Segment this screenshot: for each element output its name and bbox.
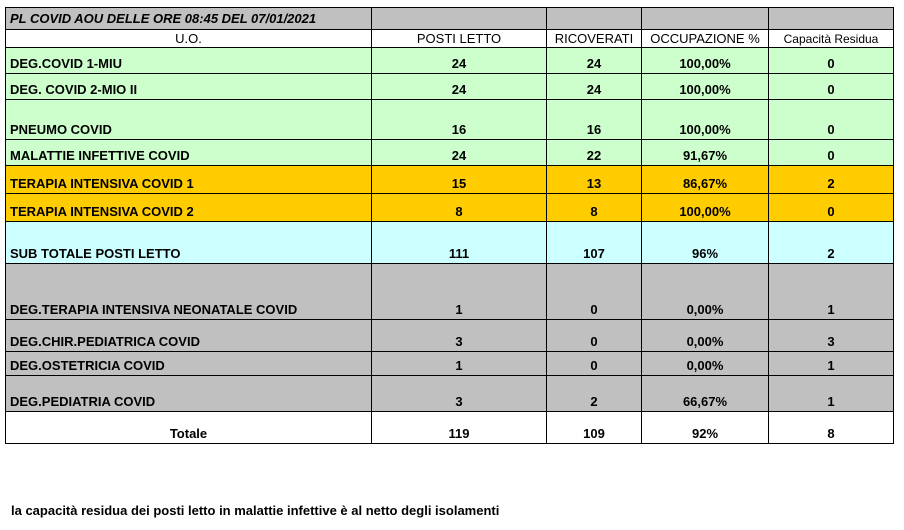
cell-capacita: 0 bbox=[769, 194, 894, 222]
cell-totale-posti: 119 bbox=[372, 412, 547, 444]
cell-uo: TERAPIA INTENSIVA COVID 2 bbox=[6, 194, 372, 222]
cell-capacita: 3 bbox=[769, 320, 894, 352]
cell-occupazione: 86,67% bbox=[642, 166, 769, 194]
cell-capacita: 1 bbox=[769, 264, 894, 320]
cell-capacita: 2 bbox=[769, 222, 894, 264]
table-row bbox=[6, 194, 894, 222]
cell-capacita: 1 bbox=[769, 352, 894, 376]
cell-posti-letto: 8 bbox=[372, 194, 547, 222]
title-filler bbox=[769, 8, 894, 30]
cell-uo: DEG. COVID 2-MIO II bbox=[6, 74, 372, 100]
cell-uo: DEG.COVID 1-MIU bbox=[6, 48, 372, 74]
cell-capacita: 0 bbox=[769, 140, 894, 166]
title-filler bbox=[547, 8, 642, 30]
cell-ricoverati: 107 bbox=[547, 222, 642, 264]
cell-ricoverati: 16 bbox=[547, 100, 642, 140]
header-capacita: Capacità Residua bbox=[769, 30, 894, 48]
cell-occupazione: 0,00% bbox=[642, 264, 769, 320]
title-row bbox=[6, 8, 894, 30]
cell-posti-letto: 15 bbox=[372, 166, 547, 194]
table-row bbox=[6, 222, 894, 264]
header-ricoverati: RICOVERATI bbox=[547, 30, 642, 48]
header-uo: U.O. bbox=[6, 30, 372, 48]
cell-ricoverati: 13 bbox=[547, 166, 642, 194]
cell-ricoverati: 8 bbox=[547, 194, 642, 222]
table-row bbox=[6, 166, 894, 194]
cell-capacita: 0 bbox=[769, 48, 894, 74]
cell-uo: DEG.CHIR.PEDIATRICA COVID bbox=[6, 320, 372, 352]
cell-posti-letto: 24 bbox=[372, 74, 547, 100]
header-occupazione: OCCUPAZIONE % bbox=[642, 30, 769, 48]
table-row bbox=[6, 376, 894, 412]
header-row bbox=[6, 30, 894, 48]
cell-ricoverati: 22 bbox=[547, 140, 642, 166]
cell-occupazione: 66,67% bbox=[642, 376, 769, 412]
cell-uo: DEG.OSTETRICIA COVID bbox=[6, 352, 372, 376]
cell-uo: SUB TOTALE POSTI LETTO bbox=[6, 222, 372, 264]
cell-capacita: 0 bbox=[769, 74, 894, 100]
cell-occupazione: 91,67% bbox=[642, 140, 769, 166]
cell-posti-letto: 3 bbox=[372, 376, 547, 412]
title-filler bbox=[642, 8, 769, 30]
table-row bbox=[6, 48, 894, 74]
header-posti-letto: POSTI LETTO bbox=[372, 30, 547, 48]
cell-ricoverati: 0 bbox=[547, 264, 642, 320]
cell-uo: PNEUMO COVID bbox=[6, 100, 372, 140]
cell-posti-letto: 24 bbox=[372, 140, 547, 166]
cell-occupazione: 100,00% bbox=[642, 194, 769, 222]
table-row bbox=[6, 320, 894, 352]
table-row bbox=[6, 140, 894, 166]
cell-posti-letto: 1 bbox=[372, 352, 547, 376]
cell-posti-letto: 24 bbox=[372, 48, 547, 74]
cell-capacita: 1 bbox=[769, 376, 894, 412]
cell-totale-ricoverati: 109 bbox=[547, 412, 642, 444]
table-row bbox=[6, 264, 894, 320]
cell-uo: MALATTIE INFETTIVE COVID bbox=[6, 140, 372, 166]
cell-totale-occupazione: 92% bbox=[642, 412, 769, 444]
cell-capacita: 2 bbox=[769, 166, 894, 194]
cell-ricoverati: 2 bbox=[547, 376, 642, 412]
cell-ricoverati: 24 bbox=[547, 48, 642, 74]
cell-occupazione: 96% bbox=[642, 222, 769, 264]
table-row bbox=[6, 74, 894, 100]
cell-posti-letto: 16 bbox=[372, 100, 547, 140]
title-filler bbox=[372, 8, 547, 30]
cell-posti-letto: 3 bbox=[372, 320, 547, 352]
cell-posti-letto: 111 bbox=[372, 222, 547, 264]
cell-totale-label: Totale bbox=[6, 412, 372, 444]
cell-capacita: 0 bbox=[769, 100, 894, 140]
cell-occupazione: 0,00% bbox=[642, 320, 769, 352]
cell-occupazione: 100,00% bbox=[642, 74, 769, 100]
cell-totale-capacita: 8 bbox=[769, 412, 894, 444]
cell-uo: DEG.TERAPIA INTENSIVA NEONATALE COVID bbox=[6, 264, 372, 320]
cell-uo: TERAPIA INTENSIVA COVID 1 bbox=[6, 166, 372, 194]
cell-uo: DEG.PEDIATRIA COVID bbox=[6, 376, 372, 412]
totale-row bbox=[6, 412, 894, 444]
table-row bbox=[6, 352, 894, 376]
cell-ricoverati: 0 bbox=[547, 352, 642, 376]
cell-occupazione: 0,00% bbox=[642, 352, 769, 376]
cell-ricoverati: 24 bbox=[547, 74, 642, 100]
cell-occupazione: 100,00% bbox=[642, 100, 769, 140]
cell-occupazione: 100,00% bbox=[642, 48, 769, 74]
cell-ricoverati: 0 bbox=[547, 320, 642, 352]
cell-posti-letto: 1 bbox=[372, 264, 547, 320]
footnote: la capacità residua dei posti letto in malattie infettive è al netto degli isolamenti bbox=[11, 503, 500, 518]
table-row bbox=[6, 100, 894, 140]
bed-occupancy-table bbox=[5, 7, 894, 444]
table-title: PL COVID AOU DELLE ORE 08:45 DEL 07/01/2021 bbox=[6, 8, 372, 30]
